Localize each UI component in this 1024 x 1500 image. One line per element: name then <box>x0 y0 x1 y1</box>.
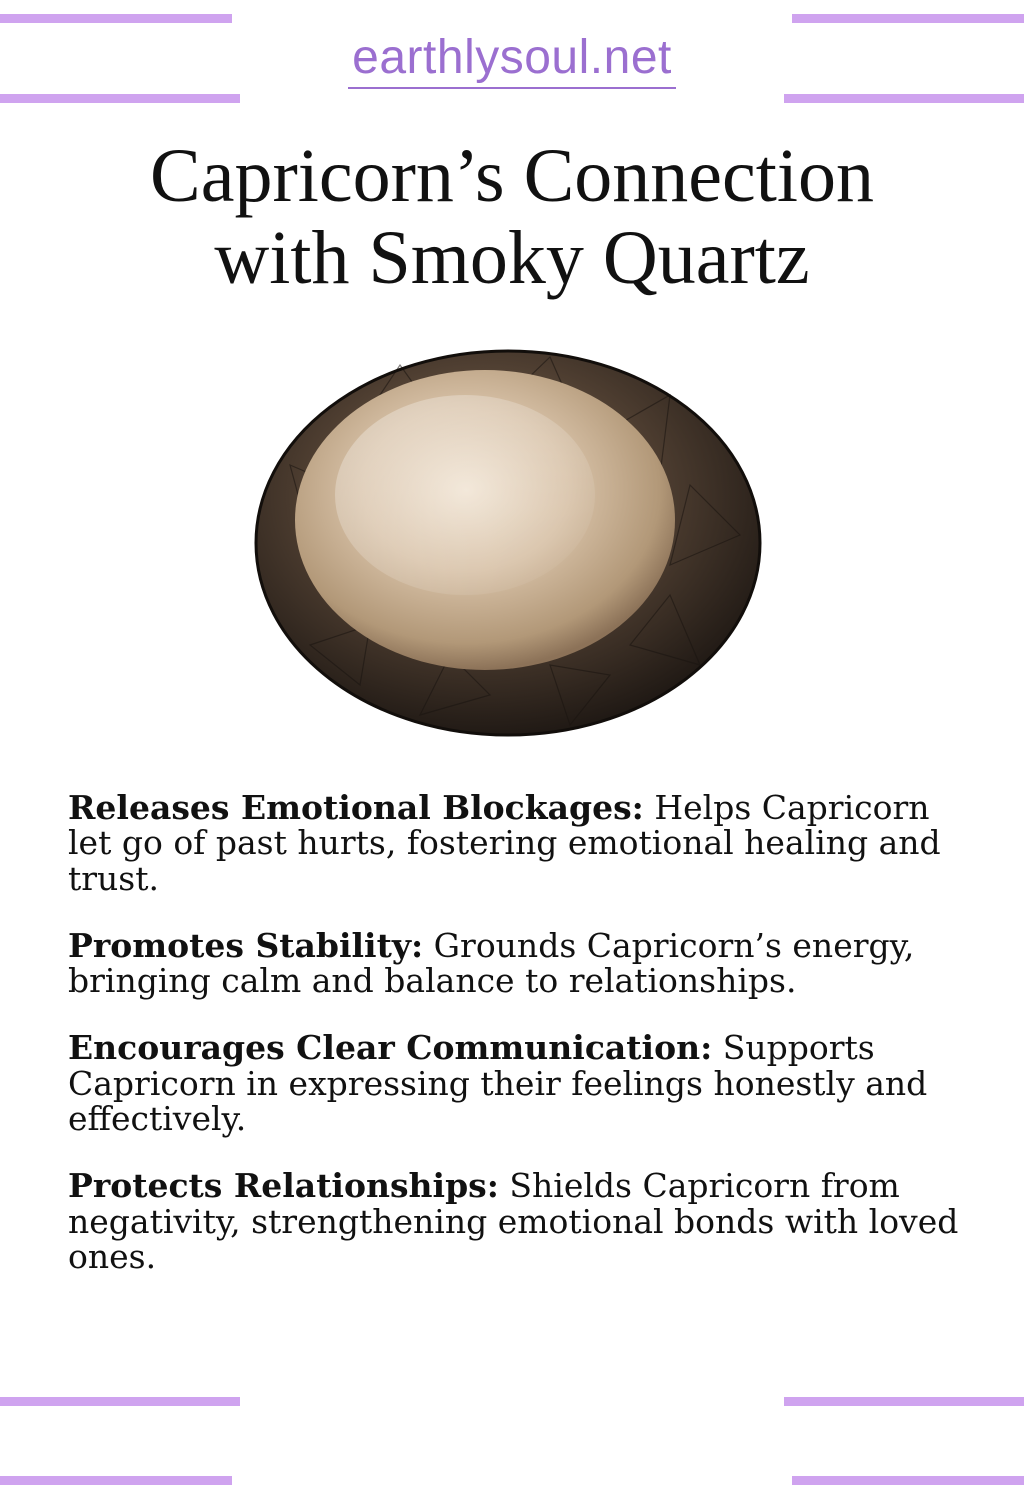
benefit-label: Encourages Clear Communication: <box>68 1028 713 1068</box>
smoky-quartz-image <box>250 345 770 740</box>
benefit-text: Grounds Capricorn’s energy, bringing calm and balance to relationships. <box>68 925 915 1001</box>
bottom-left-long-bar <box>0 1397 240 1406</box>
benefit-text: Helps Capricorn let go of past hurts, fostering emotional healing and trust. <box>68 788 941 898</box>
benefit-item <box>68 1028 968 1139</box>
top-right-long-bar <box>784 94 1024 103</box>
benefit-item <box>68 790 968 896</box>
title-line-2: with Smoky Quartz <box>214 216 810 301</box>
benefit-item <box>68 1168 968 1274</box>
page-title <box>40 135 984 299</box>
bottom-right-long-bar <box>784 1397 1024 1406</box>
logo-text: earthlysoul.net <box>348 32 676 89</box>
bottom-right-short-bar <box>792 1476 1024 1485</box>
gemstone-illustration <box>250 345 770 740</box>
benefit-text: Supports Capricorn in expressing their feelings honestly and effectively. <box>68 1028 928 1139</box>
top-left-long-bar <box>0 94 240 103</box>
bottom-left-short-bar <box>0 1476 232 1485</box>
top-right-short-bar <box>792 14 1024 23</box>
top-left-short-bar <box>0 14 232 23</box>
benefits-list <box>68 790 968 1306</box>
site-logo[interactable] <box>0 30 1024 89</box>
benefit-item <box>68 925 968 1001</box>
benefit-label: Promotes Stability: <box>68 925 424 965</box>
title-line-1: Capricorn’s Connection <box>150 134 874 218</box>
benefit-text: Shields Capricorn from negativity, strengthening emotional bonds with loved ones. <box>68 1166 959 1276</box>
benefit-label: Protects Relationships: <box>68 1166 499 1206</box>
benefit-label: Releases Emotional Blockages: <box>68 788 644 827</box>
